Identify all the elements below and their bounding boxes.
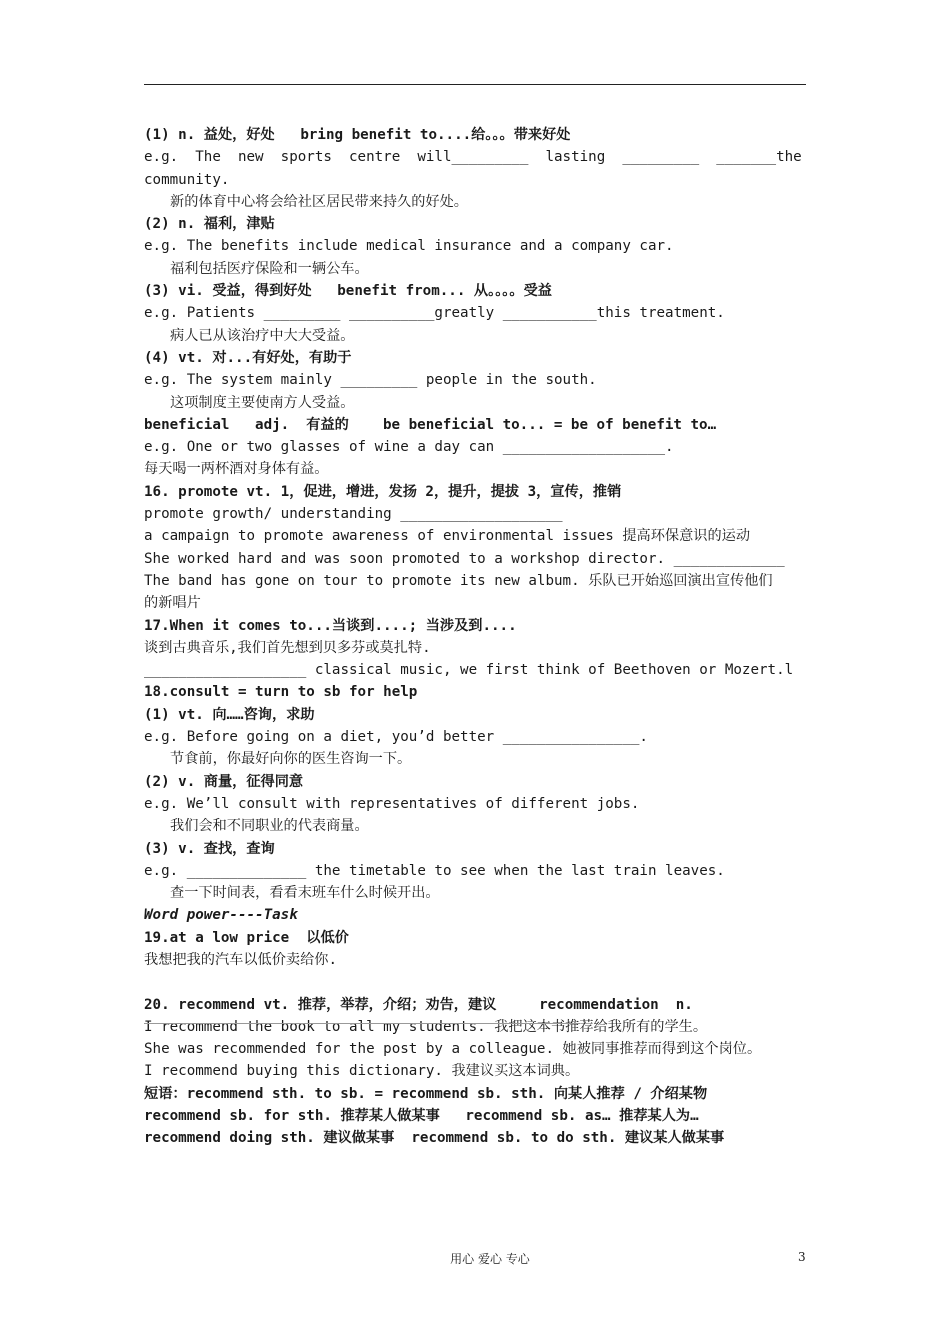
separator-rule xyxy=(144,1023,580,1024)
text-line: I recommend the book to all my students. 我把这本书推荐给我所有的学生。 xyxy=(144,1018,708,1035)
text-line: (1) vt. 向……咨询，求助 xyxy=(144,706,315,723)
text-line: recommend sb. for sth. 推荐某人做某事 recommend sb. as… 推荐某人为… xyxy=(144,1108,699,1125)
text-line: I recommend buying this dictionary. 我建议买这本词典。 xyxy=(144,1063,580,1080)
text-line: e.g. Patients _________ __________greatly ___________this treatment. xyxy=(144,305,725,322)
text-line: e.g. We’ll consult with representatives of different jobs. xyxy=(144,795,640,812)
text-line: The band has gone on tour to promote its new album. 乐队已开始巡回演出宣传他们 xyxy=(144,572,773,589)
text-line: e.g. The benefits include medical insurance and a company car. xyxy=(144,238,674,255)
text-line: 这项制度主要使南方人受益。 xyxy=(170,394,355,411)
text-line: community. xyxy=(144,171,230,188)
text-line: e.g. One or two glasses of wine a day can ___________________. xyxy=(144,439,674,456)
text-line: 19.at a low price 以低价 xyxy=(144,929,349,946)
text-line: Word power----Task xyxy=(144,907,298,924)
footer-text: 用心 爱心 专心 xyxy=(450,1252,530,1266)
text-line: 我想把我的汽车以低价卖给你. xyxy=(144,951,337,968)
text-line: a campaign to promote awareness of environmental issues 提高环保意识的运动 xyxy=(144,528,751,545)
text-line: e.g. ______________ the timetable to see when the last train leaves. xyxy=(144,862,725,879)
text-line: (1) n. 益处，好处 bring benefit to....给。。。带来好处 xyxy=(144,127,571,143)
text-line: e.g. The new sports centre will_________ lasting _________ _______the xyxy=(144,149,802,166)
text-line: promote growth/ understanding ___________________ xyxy=(144,506,563,523)
text-line: 17.When it comes to...当谈到....; 当涉及到.... xyxy=(144,617,517,634)
text-line: 节食前，你最好向你的医生咨询一下。 xyxy=(170,751,412,768)
text-line: e.g. Before going on a diet, you’d better ________________. xyxy=(144,729,648,746)
page-number: 3 xyxy=(798,1250,806,1264)
text-line: 福利包括医疗保险和一辆公车。 xyxy=(170,260,369,277)
text-line: (3) v. 查找，查询 xyxy=(144,840,275,857)
text-line: 我们会和不同职业的代表商量。 xyxy=(170,818,369,835)
text-line: 谈到古典音乐,我们首先想到贝多芬或莫扎特. xyxy=(144,639,431,656)
text-line: 16. promote vt. 1，促进，增进，发扬 2，提升，提拔 3，宣传，推销 xyxy=(144,483,622,500)
text-line: 病人已从该治疗中大大受益。 xyxy=(170,327,355,344)
text-line: (2) n. 福利，津贴 xyxy=(144,216,275,233)
text-line: 新的体育中心将会给社区居民带来持久的好处。 xyxy=(170,193,468,210)
text-line: (2) v. 商量，征得同意 xyxy=(144,773,304,790)
text-line xyxy=(144,971,806,993)
text-line: 的新唱片 xyxy=(144,595,201,612)
text-line: 短语：recommend sth. to sb. = recommend sb. sth. 向某人推荐 / 介绍某物 xyxy=(144,1085,708,1102)
text-line: recommend doing sth. 建议做某事 recommend sb. to do sth. 建议某人做某事 xyxy=(144,1130,725,1147)
text-line: 每天喝一两杯酒对身体有益。 xyxy=(144,461,329,478)
text-line: ___________________ classical music, we first think of Beethoven or Mozert.l xyxy=(144,662,794,679)
text-line: She worked hard and was soon promoted to a workshop director. _____________ xyxy=(144,550,785,567)
text-line: 20. recommend vt. 推荐，举荐，介绍；劝告，建议 recommendation n. xyxy=(144,996,693,1013)
text-line: She was recommended for the post by a colleague. 她被同事推荐而得到这个岗位。 xyxy=(144,1041,762,1058)
text-line: beneficial adj. 有益的 be beneficial to... = be of benefit to… xyxy=(144,416,717,433)
text-line: (4) vt. 对...有好处，有助于 xyxy=(144,349,352,366)
page-content xyxy=(144,124,806,1150)
text-line: 查一下时间表，看看末班车什么时候开出。 xyxy=(170,885,440,902)
text-line: e.g. The system mainly _________ people in the south. xyxy=(144,372,597,389)
header-rule xyxy=(144,84,806,85)
text-line: (3) vi. 受益，得到好处 benefit from... 从。。。。受益 xyxy=(144,283,552,300)
text-line: 18.consult = turn to sb for help xyxy=(144,684,418,701)
